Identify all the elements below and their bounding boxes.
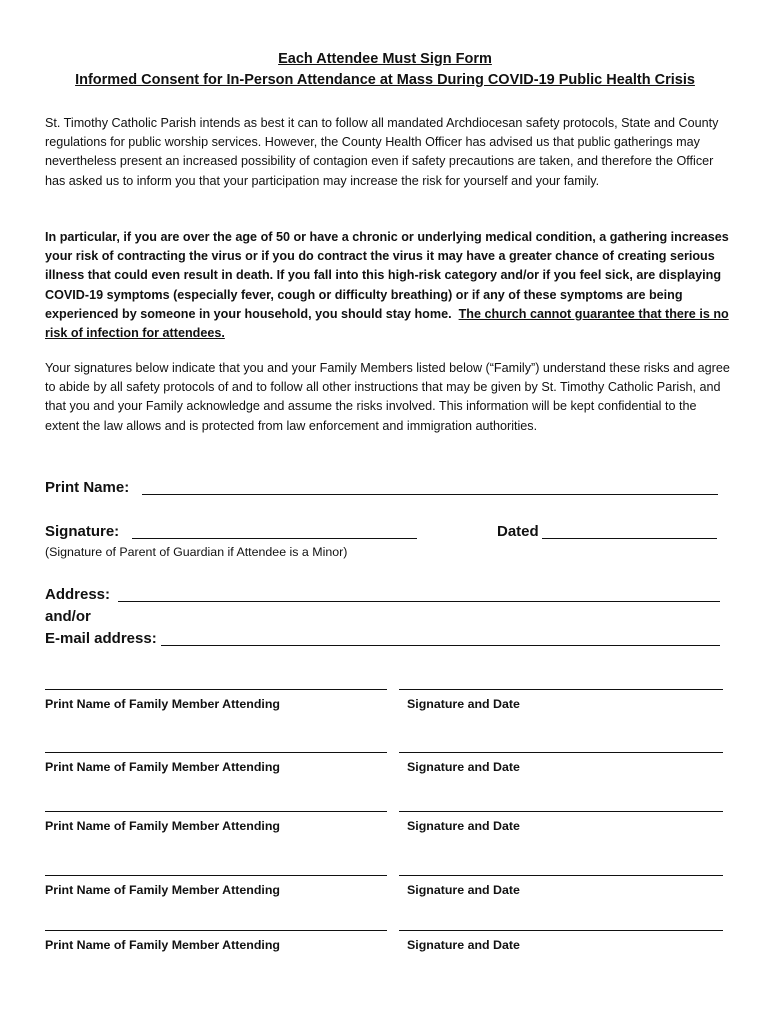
form-title: Each Attendee Must Sign Form xyxy=(278,51,492,67)
agreement-paragraph: Your signatures below indicate that you and your Family Members listed below (“Family”) understand these risks and agree to abide by all safety protocols of and to follow all other instructions that may be given by St. Timothy Catholic Parish, and that you and your Family acknowledge and assume the risks involved. This information will be kept confidential to the extent the law allows and is protected from law enforcement and immigration authorities. xyxy=(45,361,730,433)
signature-line[interactable] xyxy=(132,538,417,539)
family-signature-line[interactable] xyxy=(399,752,723,753)
family-name-caption: Print Name of Family Member Attending xyxy=(45,819,280,833)
warning-underlined-text: The church cannot guarantee that there is no risk of infection for attendees. xyxy=(45,306,729,341)
dated-line[interactable] xyxy=(542,538,717,539)
family-signature-caption: Signature and Date xyxy=(407,697,520,711)
email-line[interactable] xyxy=(161,645,720,646)
signature-note: (Signature of Parent of Guardian if Attendee is a Minor) xyxy=(45,545,348,559)
email-label: E-mail address: xyxy=(45,630,157,647)
dated-label: Dated xyxy=(497,523,539,540)
print-name-line[interactable] xyxy=(142,494,718,495)
warning-paragraph xyxy=(45,228,730,343)
family-name-line[interactable] xyxy=(45,811,387,812)
print-name-label: Print Name: xyxy=(45,479,130,496)
family-signature-line[interactable] xyxy=(399,811,723,812)
family-signature-line[interactable] xyxy=(399,689,723,690)
family-name-line[interactable] xyxy=(45,689,387,690)
family-name-caption: Print Name of Family Member Attending xyxy=(45,883,280,897)
address-label: Address: xyxy=(45,586,111,603)
family-signature-caption: Signature and Date xyxy=(407,938,520,952)
intro-paragraph: St. Timothy Catholic Parish intends as best it can to follow all mandated Archdiocesan safety protocols, State and County regulations for public worship services. However, the County Health Officer has advised us that public gatherings may nevertheless present an increased possibility of contagion even if safety precautions are taken, and therefore the Officer has asked us to inform you that your participation may increase the risk for yourself and your family. xyxy=(45,116,719,188)
family-signature-caption: Signature and Date xyxy=(407,819,520,833)
signature-label: Signature: xyxy=(45,523,120,540)
and-or-label: and/or xyxy=(45,608,91,625)
family-name-caption: Print Name of Family Member Attending xyxy=(45,938,280,952)
family-signature-line[interactable] xyxy=(399,930,723,931)
family-name-line[interactable] xyxy=(45,752,387,753)
family-name-line[interactable] xyxy=(45,930,387,931)
family-name-caption: Print Name of Family Member Attending xyxy=(45,760,280,774)
family-signature-line[interactable] xyxy=(399,875,723,876)
warning-text: In particular, if you are over the age of 50 or have a chronic or underlying medical condition, a gathering increases your risk of contracting the virus or if you do contract the virus it may have a greater chance of creating serious illness that could even result in death. If you fall into this high-risk category and/or if you feel sick, are displaying COVID-19 symptoms (especially fever, cough or difficulty breathing) or if any of these symptoms are being experienced by someone in your household, you should stay home. xyxy=(45,230,729,321)
family-signature-caption: Signature and Date xyxy=(407,760,520,774)
family-name-caption: Print Name of Family Member Attending xyxy=(45,697,280,711)
family-name-line[interactable] xyxy=(45,875,387,876)
address-line[interactable] xyxy=(118,601,720,602)
form-subtitle: Informed Consent for In-Person Attendance at Mass During COVID-19 Public Health Crisis xyxy=(75,72,695,88)
family-signature-caption: Signature and Date xyxy=(407,883,520,897)
